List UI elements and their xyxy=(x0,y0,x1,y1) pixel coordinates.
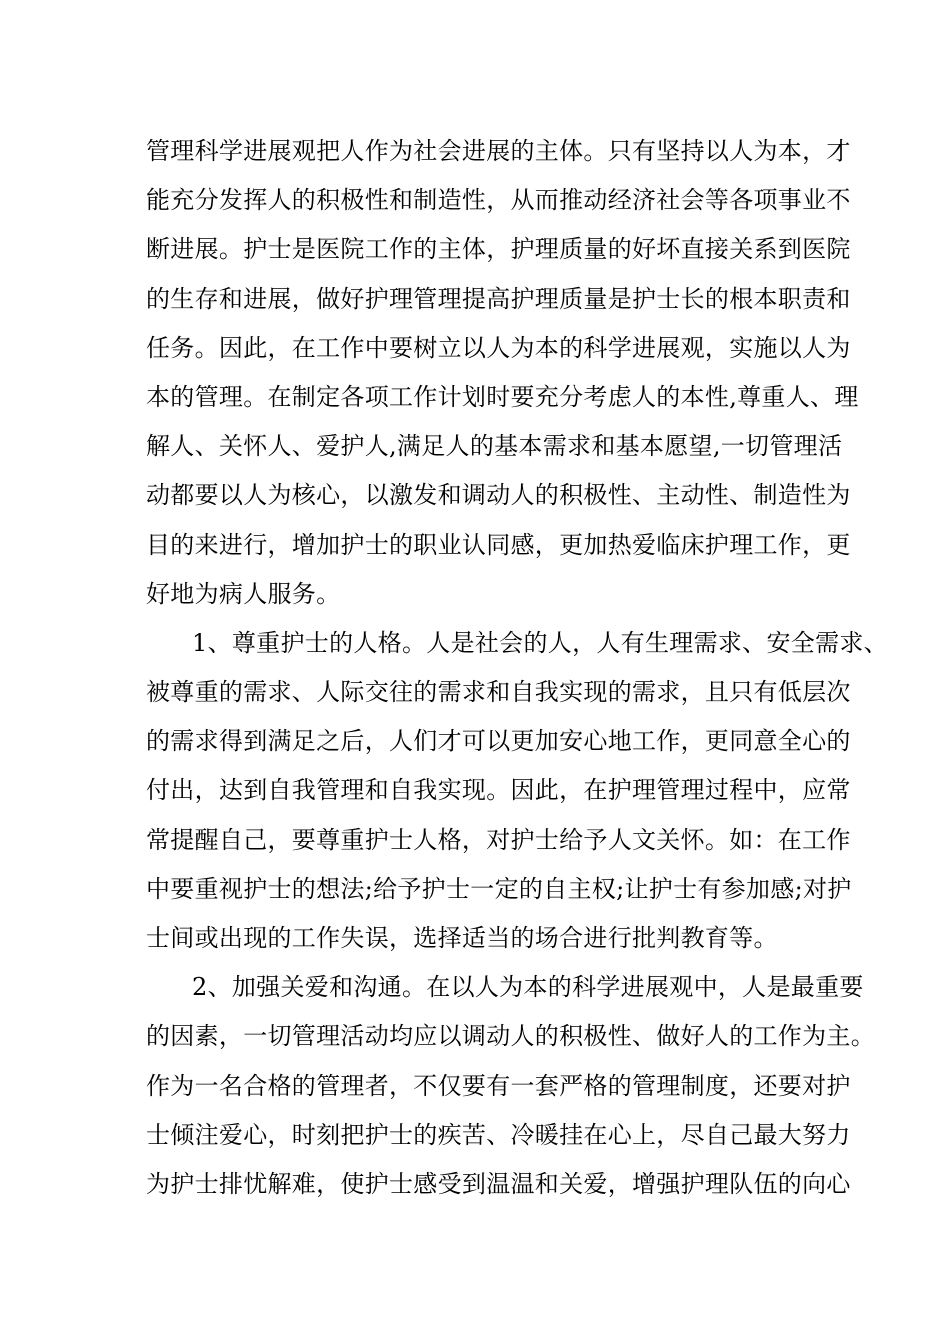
text-line-first: 2、加强关爱和沟通。在以人为本的科学进展观中，人是最重要 xyxy=(192,973,864,1002)
text-line: 动都要以人为核心，以激发和调动人的积极性、主动性、制造性为 xyxy=(146,481,851,510)
text-line-first: 1、尊重护士的人格。人是社会的人，人有生理需求、安全需求、 xyxy=(192,628,888,657)
text-line: 士间或出现的工作失误，选择适当的场合进行批判教育等。 xyxy=(146,924,778,952)
paragraph-respect-personality xyxy=(146,619,888,963)
text-line: 目的来进行，增加护士的职业认同感，更加热爱临床护理工作，更 xyxy=(146,530,851,559)
text-line: 能充分发挥人的积极性和制造性，从而推动经济社会等各项事业不 xyxy=(146,186,851,215)
text-line: 中要重视护士的想法;给予护士一定的自主权;让护士有参加感;对护 xyxy=(146,874,852,903)
text-line: 常提醒自己，要尊重护士人格，对护士给予人文关怀。如：在工作 xyxy=(146,825,851,854)
text-line: 士倾注爱心，时刻把护士的疾苦、冷暖挂在心上，尽自己最大努力 xyxy=(146,1120,851,1149)
text-line: 为护士排忧解难，使护士感受到温温和关爱，增强护理队伍的向心 xyxy=(146,1169,851,1198)
text-line: 的需求得到满足之后，人们才可以更加安心地工作，更同意全心的 xyxy=(146,727,851,756)
paragraph-care-communication xyxy=(146,963,875,1209)
text-line: 的因素，一切管理活动均应以调动人的积极性、做好人的工作为主。 xyxy=(146,1022,875,1051)
text-line: 断进展。护士是医院工作的主体，护理质量的好坏直接关系到医院 xyxy=(146,235,851,264)
text-line: 任务。因此，在工作中要树立以人为本的科学进展观，实施以人为 xyxy=(146,333,851,362)
text-line: 本的管理。在制定各项工作计划时要充分考虑人的本性,尊重人、理 xyxy=(146,382,859,411)
text-line: 付出，达到自我管理和自我实现。因此，在护理管理过程中，应常 xyxy=(146,776,851,805)
text-line: 被尊重的需求、人际交往的需求和自我实现的需求，且只有低层次 xyxy=(146,678,851,707)
text-line: 管理科学进展观把人作为社会进展的主体。只有坚持以人为本，才 xyxy=(146,137,851,165)
text-line: 好地为病人服务。 xyxy=(146,579,341,608)
text-line: 作为一名合格的管理者，不仅要有一套严格的管理制度，还要对护 xyxy=(146,1071,851,1100)
text-line: 解人、关怀人、爱护人,满足人的基本需求和基本愿望,一切管理活 xyxy=(146,432,843,461)
document-body xyxy=(146,127,888,1209)
text-line: 的生存和进展，做好护理管理提高护理质量是护士长的根本职责和 xyxy=(146,284,851,313)
paragraph-intro xyxy=(146,127,859,619)
